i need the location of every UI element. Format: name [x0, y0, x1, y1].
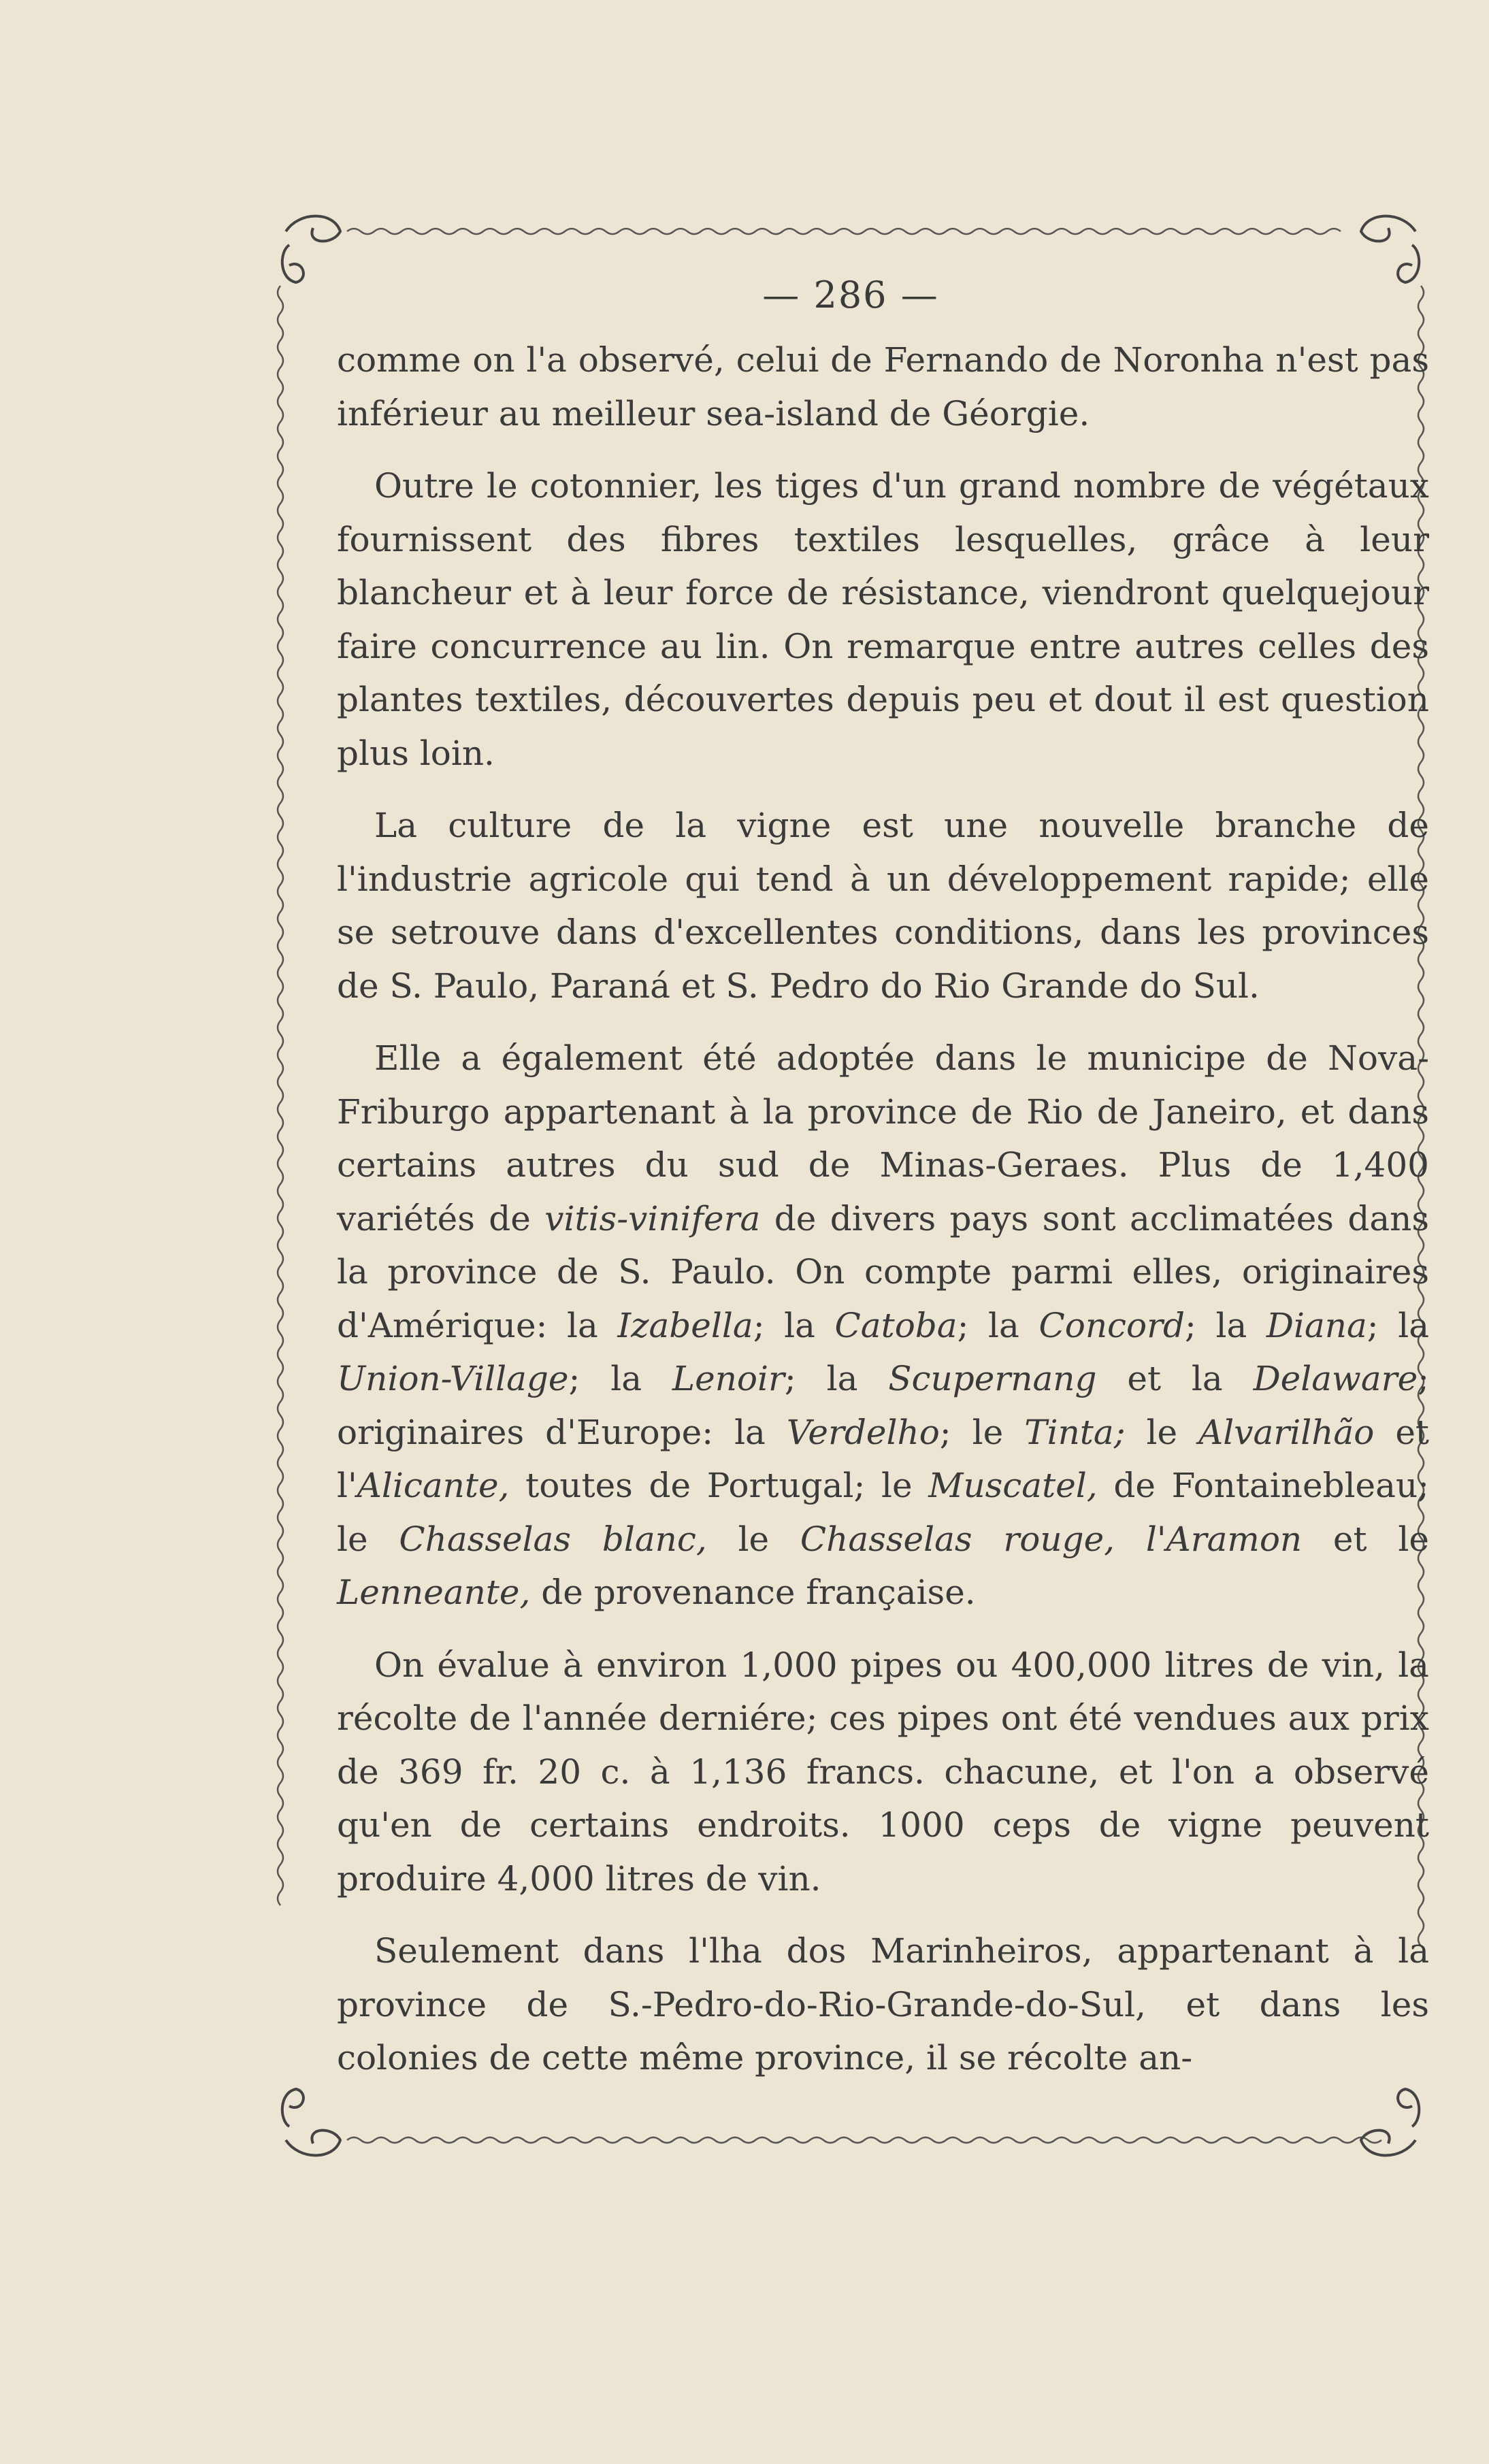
paragraph-3: La culture de la vigne est une nouvelle branche de l'industrie agricole qui tend à un développement rapide; elle se setrouve dans d'excellentes conditions, dans les provinces de S. Paulo, Paraná et S. Pedro do Rio Grande do Sul.: [337, 806, 1429, 1006]
paragraph-2: Outre le cotonnier, les tiges d'un grand nombre de végétaux fournissent des fibres textiles lesquelles, grâce à leur blancheur et à leur force de résistance, viendront quelquejour faire concurrence au lin. On remarque entre autres celles des plantes textiles, découvertes depuis peu et dout il est question plus loin.: [337, 466, 1429, 773]
page-frame: [272, 204, 1429, 2164]
page-number: — 286 —: [762, 274, 939, 316]
paragraph-4: Elle a également été adoptée dans le municipe de Nova-Friburgo appartenant à la province de Rio de Janeiro, et dans certains autres du sud de Minas-Geraes. Plus de 1,400 variétés de vitis-vinifera de divers pays sont acclimatées dans la province de S. Paulo. On compte parmi elles, originaires d'Amérique: la Izabella; la Catoba; la Concord; la Diana; la Union-Village; la Lenoir; la Scupernang et la Delaware; originaires d'Europe: la Verdelho; le Tinta; le Alvarilhão et l'Alicante, toutes de Portugal; le Muscatel, de Fontainebleau; le Chasselas blanc, le Chasselas rouge, l'Aramon et le Lenneante, de provenance française.: [337, 1038, 1430, 1612]
paragraph-5: On évalue à environ 1,000 pipes ou 400,000 litres de vin, la récolte de l'année derniére; ces pipes ont été vendues aux prix de 369 fr. 20 c. à 1,136 francs. chacune, et l'on a observé qu'en de certains endroits. 1000 ceps de vigne peuvent produire 4,000 litres de vin.: [337, 1645, 1429, 1899]
paragraph-1: comme on l'a observé, celui de Fernando de Noronha n'est pas inférieur au meilleur sea-island de Géorgie.: [337, 340, 1429, 433]
body-text: [337, 333, 1429, 2104]
paragraph-6: Seulement dans l'lha dos Marinheiros, appartenant à la province de S.-Pedro-do-Rio-Grande-do-Sul, et dans les colonies de cette même province, il se récolte an-: [337, 1931, 1429, 2077]
